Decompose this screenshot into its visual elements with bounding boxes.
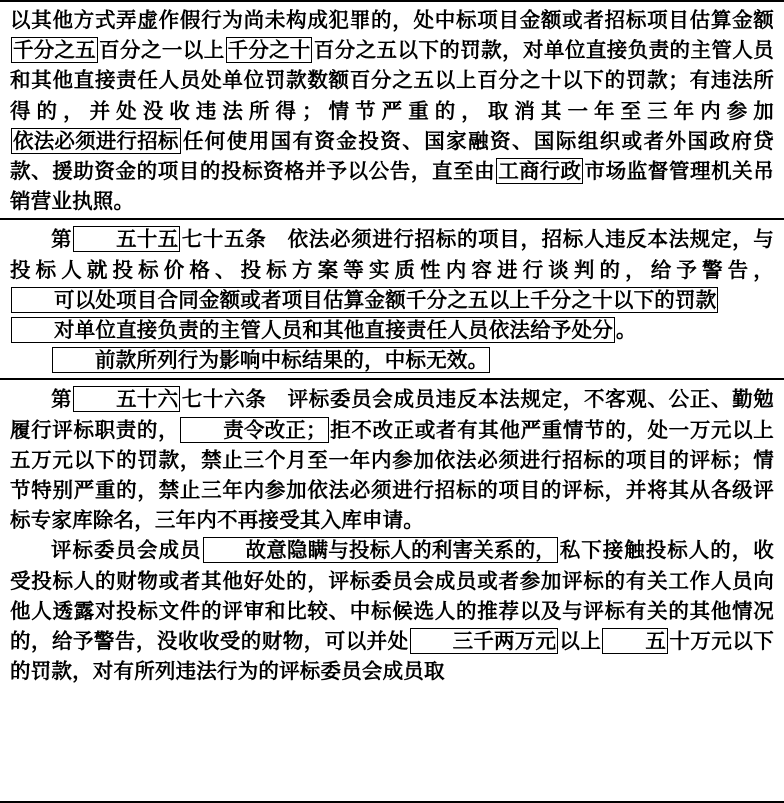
boxed-edit-run: 故意隐瞒与投标人的利害关系的， [203,537,559,563]
section-article-76 [0,220,784,378]
text-run: 管理机关吊销营业执照。 [10,159,774,214]
text-run: 评标委员会成员 [51,538,202,563]
boxed-edit-run: 五 [602,628,668,654]
text-run: 十万元以下的罚款，对有所列违法行为的评标委员会成员取 [10,629,774,684]
text-run: 拒不改正或者有其他严重情节的，处一万元以上五万元以下的罚款，禁止三个月至一年内参加依法必须进行招标的项目的评标；情节特别严重的，禁止三年内参加依法必须进行招标的项目的评标，并将其从各级评标专家库除名，三年内不再接受其入库申请。 [10,417,774,533]
paragraph [10,5,774,216]
boxed-edit-run: 千分之五 [13,38,96,63]
text-run: 第 [51,227,73,252]
text-run: 的项目的投标资格并予以公告，直至由 [136,159,496,184]
paragraph [10,384,774,535]
text-run: 七十六 [181,387,246,412]
text-run: 百分之五 [313,38,398,63]
boxed-edit-run: 五十六 [73,386,180,412]
text-run: 以上 [182,38,225,63]
boxed-edit-run: 千分之十 [227,38,311,63]
paragraph [10,345,774,375]
boxed-edit-run: 前款所列行为影响中标结果的，中标无效。 [52,347,490,373]
boxed-edit-run: 依法必须进行招标 [13,128,179,153]
text-run: 条 依法必须进行招标的项目，招标人违反本法规定，与投标人就投标价格、投标方案等实质性内容进行谈判的，给予警告， [10,227,775,282]
text-run: 七十五 [181,227,246,252]
text-run: 任何使用国有资金投资、国家融资、国际组织或者外国政府贷款、援助资金 [10,128,774,184]
paragraph [10,535,774,686]
boxed-edit-run: 可以处项目合同金额或者项目估算金额千分之五以上千分之十以下的罚款 [11,287,718,313]
boxed-edit-run: 对单位直接负责的主管人员和其他直接责任人员依法给予处分 [11,317,615,343]
text-run: 条 评标委员会成员违反本法规定，不客观、公正、勤勉履行评标职责的， [10,387,775,442]
text-run: 以上 [559,629,602,654]
boxed-edit-run: 工商行政 [498,159,582,184]
text-run: 百分之一 [98,38,183,63]
text-run: 以下的罚款，对单位直接负责的主管人员和其他直接责任人员处单位罚款数额百分之五以上百分之十以下的罚款；有违法所得的，并处没收违法所得；情节严重的，取消其一年至三年内参加 [10,38,774,123]
text-run: 第 [51,387,73,412]
boxed-edit-run: 五十五 [73,226,180,252]
text-run: 以其他方式弄虚作假行为尚未构成犯罪的，处中标项目金额 [10,8,563,32]
section-penalty-continued [0,2,784,218]
text-run: 市场监督 [584,159,669,184]
boxed-edit-run: 三千两万元 [410,628,559,654]
boxed-edit-run: 责令改正； [180,417,329,443]
text-run: 。 [615,318,637,343]
text-run: 私下接触投标人的，收受投标人的财物或者其他好处的，评标委员会成员或者参加评标的有关工作人员向他人透露对投标文件的评审和比较、中标候选人的推荐以及与评标有关的其他情况的，给予警告，没收收受的财物，可以并处 [10,538,774,654]
text-run: 或者招标项目估算金额 [562,8,775,32]
paragraph [10,224,774,345]
section-article-77 [0,380,784,688]
